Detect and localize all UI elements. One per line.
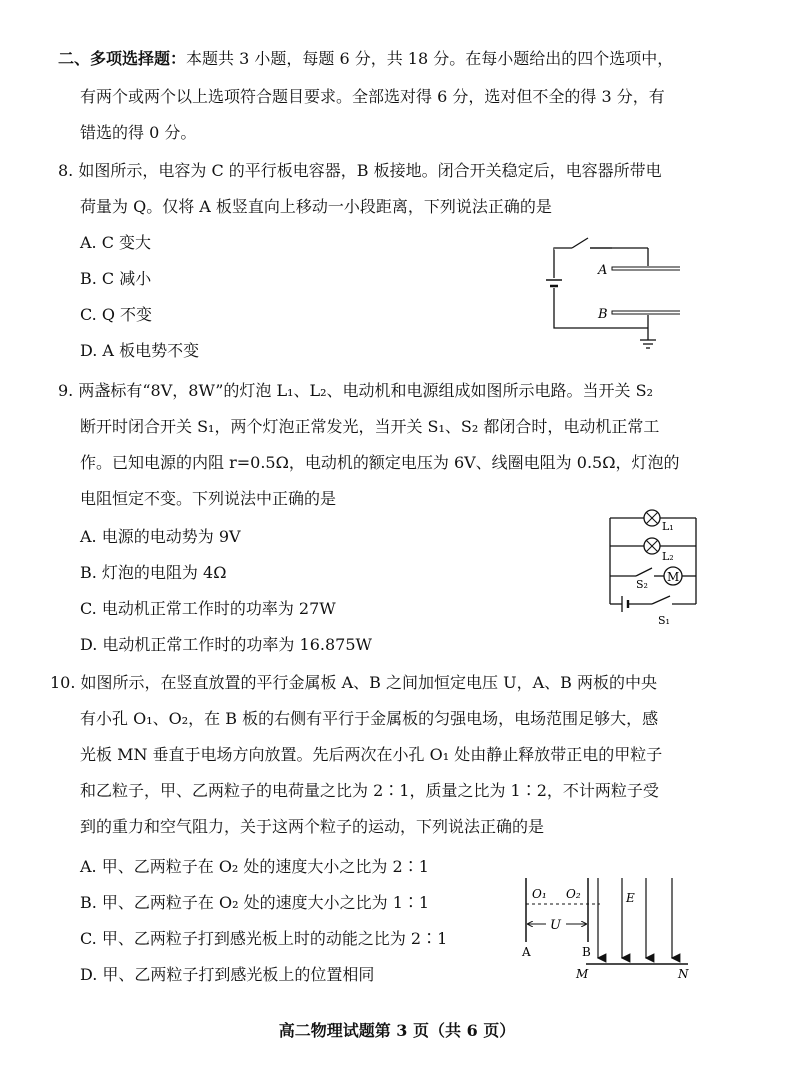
q9-option-c: C. 电动机正常工作时的功率为 27W bbox=[80, 599, 336, 618]
lamp-l2-label: L₂ bbox=[662, 550, 674, 563]
q10-stem-5: 到的重力和空气阻力，关于这两个粒子的运动，下列说法正确的是 bbox=[80, 817, 545, 836]
q9-stem-3: 作。已知电源的内阻 r=0.5Ω，电动机的额定电压为 6V、线圈电阻为 0.5Ω，灯泡的 bbox=[80, 453, 680, 472]
q8-stem-2: 荷量为 Q。仅将 A 板竖直向上移动一小段距离，下列说法正确的是 bbox=[80, 197, 552, 216]
q8-option-b: B. C 减小 bbox=[80, 269, 152, 288]
plate-b-label: B bbox=[582, 945, 591, 959]
switch-s2-label: S₂ bbox=[636, 578, 648, 591]
lamp-l1-label: L₁ bbox=[662, 520, 674, 533]
q8-stem-1: 8. 如图所示，电容为 C 的平行板电容器，B 板接地。闭合开关稳定后，电容器所带电 bbox=[58, 161, 662, 180]
plate-a bbox=[612, 267, 680, 270]
q8-option-c: C. Q 不变 bbox=[80, 305, 153, 324]
voltage-u-label: U bbox=[550, 918, 561, 933]
q9-option-a: A. 电源的电动势为 9V bbox=[80, 527, 241, 546]
section-intro-1: 本题共 3 小题，每题 6 分，共 18 分。在每小题给出的四个选项中， bbox=[186, 49, 674, 68]
page-footer: 高二物理试题第 3 页（共 6 页） bbox=[278, 1021, 516, 1040]
q8-option-d: D. A 板电势不变 bbox=[80, 341, 200, 360]
q8-capacitor-figure bbox=[540, 236, 680, 358]
switch-s1-label: S₁ bbox=[658, 614, 670, 627]
q10-stem-4: 和乙粒子，甲、乙两粒子的电荷量之比为 2∶1，质量之比为 1∶2，不计两粒子受 bbox=[80, 781, 659, 800]
hole-o1-label: O₁ bbox=[532, 887, 547, 901]
plate-a-label: A bbox=[598, 263, 608, 278]
plate-b bbox=[612, 311, 680, 314]
q9-stem-2: 断开时闭合开关 S₁，两个灯泡正常发光，当开关 S₁、S₂ 都闭合时，电动机正常工 bbox=[80, 417, 660, 436]
section-intro-3: 错选的得 0 分。 bbox=[80, 123, 197, 142]
q8-option-a: A. C 变大 bbox=[80, 233, 152, 252]
q9-stem-1: 9. 两盏标有“8V，8W”的灯泡 L₁、L₂、电动机和电源组成如图所示电路。当开关 S₂ bbox=[58, 381, 653, 400]
q9-option-d: D. 电动机正常工作时的功率为 16.875W bbox=[80, 635, 372, 654]
section-heading: 二、多项选择题： bbox=[58, 49, 187, 68]
section-intro-line-1 bbox=[58, 48, 673, 70]
q9-option-b: B. 灯泡的电阻为 4Ω bbox=[80, 563, 227, 582]
point-m-label: M bbox=[576, 967, 589, 981]
q10-stem-1: 10. 如图所示，在竖直放置的平行金属板 A、B 之间加恒定电压 U，A、B 两板的中央 bbox=[50, 673, 657, 692]
q10-stem-2: 有小孔 O₁、O₂，在 B 板的右侧有平行于金属板的匀强电场，电场范围足够大，感 bbox=[80, 709, 659, 728]
q10-field-figure bbox=[516, 872, 696, 986]
q10-option-d: D. 甲、乙两粒子打到感光板上的位置相同 bbox=[80, 965, 375, 984]
q10-option-a: A. 甲、乙两粒子在 O₂ 处的速度大小之比为 2∶1 bbox=[80, 857, 429, 876]
field-e-label: E bbox=[626, 891, 635, 905]
motor-label: M bbox=[667, 570, 680, 584]
hole-o2-label: O₂ bbox=[566, 887, 581, 901]
plate-b-label: B bbox=[598, 307, 608, 322]
q9-circuit-figure bbox=[600, 504, 710, 634]
q10-option-c: C. 甲、乙两粒子打到感光板上时的动能之比为 2∶1 bbox=[80, 929, 448, 948]
plate-a-label: A bbox=[522, 945, 531, 959]
point-n-label: N bbox=[678, 967, 689, 981]
q10-stem-3: 光板 MN 垂直于电场方向放置。先后两次在小孔 O₁ 处由静止释放带正电的甲粒子 bbox=[80, 745, 663, 764]
q10-option-b: B. 甲、乙两粒子在 O₂ 处的速度大小之比为 1∶1 bbox=[80, 893, 430, 912]
q9-stem-4: 电阻恒定不变。下列说法中正确的是 bbox=[80, 489, 337, 508]
section-intro-2: 有两个或两个以上选项符合题目要求。全部选对得 6 分，选对但不全的得 3 分，有 bbox=[80, 87, 665, 106]
